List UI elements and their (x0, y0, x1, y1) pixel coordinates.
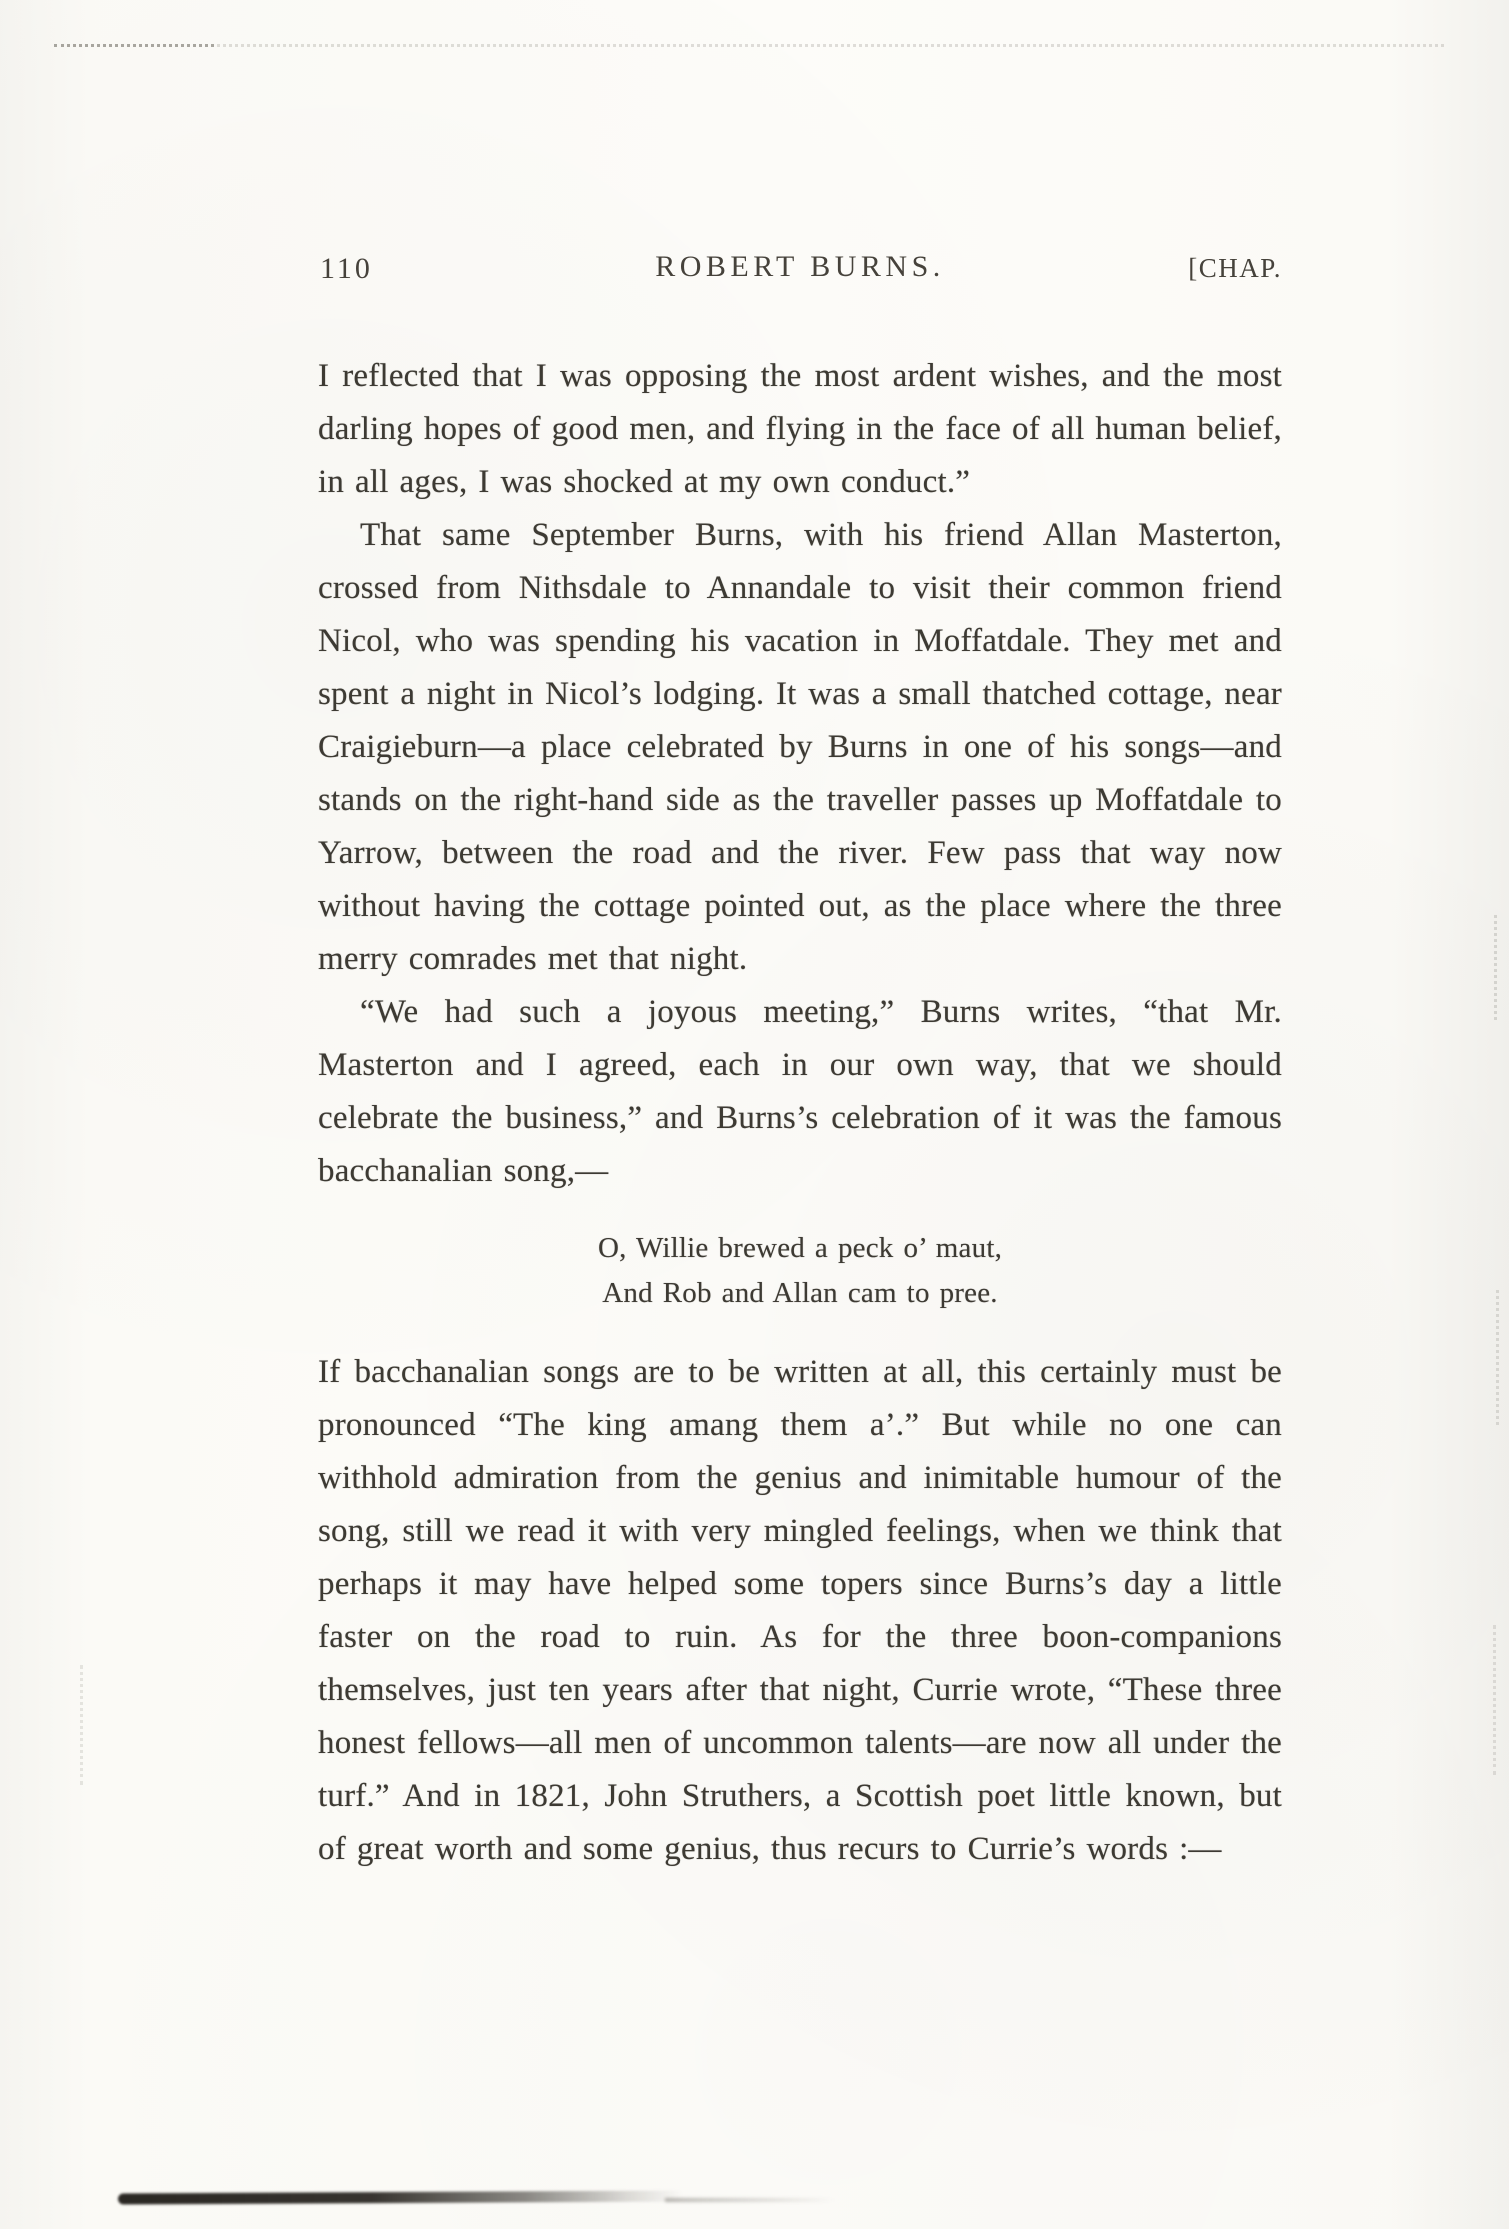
verse-quote (318, 1226, 1282, 1316)
scan-left-edge-artifact (80, 1665, 83, 1785)
scan-top-edge-artifact (54, 44, 1444, 47)
page-number: 110 (320, 252, 373, 285)
scan-right-edge-artifact (1496, 1290, 1499, 1425)
paragraph-quote-continuation: I reflected that I was opposing the most ardent wishes, and the most darling hopes of good men, and flying in the face of all human belief, in all ages, I was shocked at my own conduct.” (318, 358, 1282, 500)
scan-top-edge-artifact-dark (54, 44, 214, 47)
chapter-marker: [CHAP. (1188, 253, 1282, 283)
page-content (318, 250, 1282, 1876)
scan-right-edge-artifact (1494, 915, 1497, 1020)
paragraph-joyous-meeting: “We had such a joyous meeting,” Burns writes, “that Mr. Masterton and I agreed, each in our own way, that we should celebrate the business,” and Burns’s celebration of it was the famous bacchanalian song,— (318, 994, 1282, 1189)
verse-line: O, Willie brewed a peck o’ maut, (597, 1232, 1003, 1264)
running-title: ROBERT BURNS. (655, 250, 945, 283)
scan-right-edge-artifact (1493, 1625, 1496, 1775)
scan-bottom-smudge-tail-artifact (665, 2198, 835, 2202)
scan-bottom-smudge-artifact (118, 2191, 683, 2205)
verse-line: And Rob and Allan cam to pree. (602, 1277, 998, 1309)
paragraph-september-visit: That same September Burns, with his friend Allan Masterton, crossed from Nithsdale to Annandale to visit their common friend Nicol, who was spending his vacation in Moffatdale. They met and spent a night in Nicol’s lodging. It was a small thatched cottage, near Craigieburn—a place celebrated by Burns in one of his songs—and stands on the right-hand side as the traveller passes up Moffatdale to Yarrow, between the road and the river. Few pass that way now without having the cottage pointed out, as the place where the three merry comrades met that night. (318, 517, 1282, 977)
running-header (318, 250, 1282, 294)
paragraph-bacchanalian-songs: If bacchanalian songs are to be written at all, this certainly must be pronounced “The king amang them a’.” But while no one can withhold admiration from the genius and inimitable humour of the song, still we read it with very mingled feelings, when we think that perhaps it may have helped some topers since Burns’s day a little faster on the road to ruin. As for the three boon-companions themselves, just ten years after that night, Currie wrote, “These three honest fellows—all men of uncommon talents—are now all under the turf.” And in 1821, John Struthers, a Scottish poet little known, but of great worth and some genius, thus recurs to Currie’s words :— (318, 1354, 1282, 1867)
body-text (318, 350, 1282, 1876)
